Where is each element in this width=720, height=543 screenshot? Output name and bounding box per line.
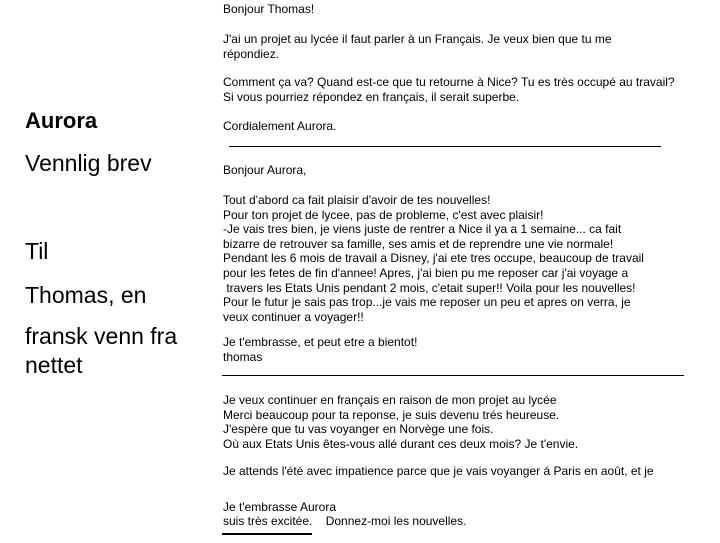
letter1-paragraph-2-block <box>223 75 688 104</box>
letter3-line: Je attends l'été avec impatience parce que je vais voyanger á Paris en août, et je <box>223 464 654 478</box>
letter2-line: travers les Etats Unis pendant 2 mois, c'etait super!! Voila pour les nouvelles! <box>223 280 636 295</box>
letter2-line: veux continuer a voyager!! <box>223 309 364 324</box>
letter-type-label: Vennlig brev <box>25 150 152 176</box>
letter-from-aurora <box>223 2 693 17</box>
letter3-line: Je veux continuer en français en raison de mon projet au lycée <box>223 393 557 407</box>
letter1-paragraph-1-block <box>223 32 623 61</box>
letter3-line: Merci beaucoup pour ta reponse, je suis devenu trés heureuse. <box>223 407 560 422</box>
recipient-description: fransk venn fra nettet <box>25 323 178 378</box>
letter3-signoff: Je t'embrasse Aurora <box>223 500 337 514</box>
letter3-paragraph-2 <box>223 464 693 479</box>
letter2-line: Pendant les 6 mois de travail a Disney, j'ai ete tres occupe, beaucoup de travail <box>223 251 644 266</box>
letter1-paragraph-1: J'ai un projet au lycée il faut parler à un Français. Je veux bien que tu me répondiez. <box>223 32 612 61</box>
letter2-line: Pour ton projet de lycee, pas de probleme, c'est avec plaisir! <box>223 207 544 222</box>
letter2-signature: thomas <box>223 349 263 364</box>
letter3-body <box>223 393 693 451</box>
letter2-greeting: Bonjour Aurora, <box>223 163 307 177</box>
letter1-paragraph-2: Comment ça va? Quand est-ce que tu retourne à Nice? Tu es très occupé au travail? Si vous pourriez répondez en français, il serait superbe. <box>223 75 675 104</box>
letter1-signoff: Cordialement Aurora. <box>223 119 337 133</box>
letter3-signoff-block <box>223 500 693 515</box>
divider-1 <box>229 146 661 147</box>
recipient-intro: Til <box>25 238 49 264</box>
letter2-body <box>223 193 693 324</box>
divider-2 <box>222 375 684 376</box>
letter3-line: J'espère que tu vas voyanger en Norvège une fois. <box>223 422 494 437</box>
letter2-greeting-block <box>223 163 693 178</box>
letter2-line: Pour le futur je sais pas trop...je vais me reposer un peu et apres on verra, je <box>223 295 631 310</box>
letter2-closing-line: Je t'embrasse, et peut etre a bientot! <box>223 335 418 349</box>
recipient-name: Thomas, en <box>25 282 147 308</box>
letter2-line: bizarre de retrouver sa famille, ses amis et de reprendre une vie normale! <box>223 236 614 251</box>
divider-3 <box>222 533 312 535</box>
letter1-greeting: Bonjour Thomas! <box>223 2 315 16</box>
letter3-line: suis très excitée. Donnez-moi les nouvelles. <box>223 514 467 529</box>
letter2-line: Tout d'abord ca fait plaisir d'avoir de tes nouvelles! <box>223 193 491 207</box>
sender-name: Aurora <box>25 108 98 133</box>
letter2-line: pour les fetes de fin d'annee! Apres, j'ai bien pu me reposer car j'ai voyage a <box>223 265 629 280</box>
letter3-line: Où aux Etats Unis êtes-vous allé durant ces deux mois? Je t'envie. <box>223 436 579 451</box>
letter2-closing <box>223 335 693 364</box>
letter2-line: -Je vais tres bien, je viens juste de rentrer a Nice il ya a 1 semaine... ca fait <box>223 222 622 237</box>
letter1-signoff-block <box>223 119 693 134</box>
